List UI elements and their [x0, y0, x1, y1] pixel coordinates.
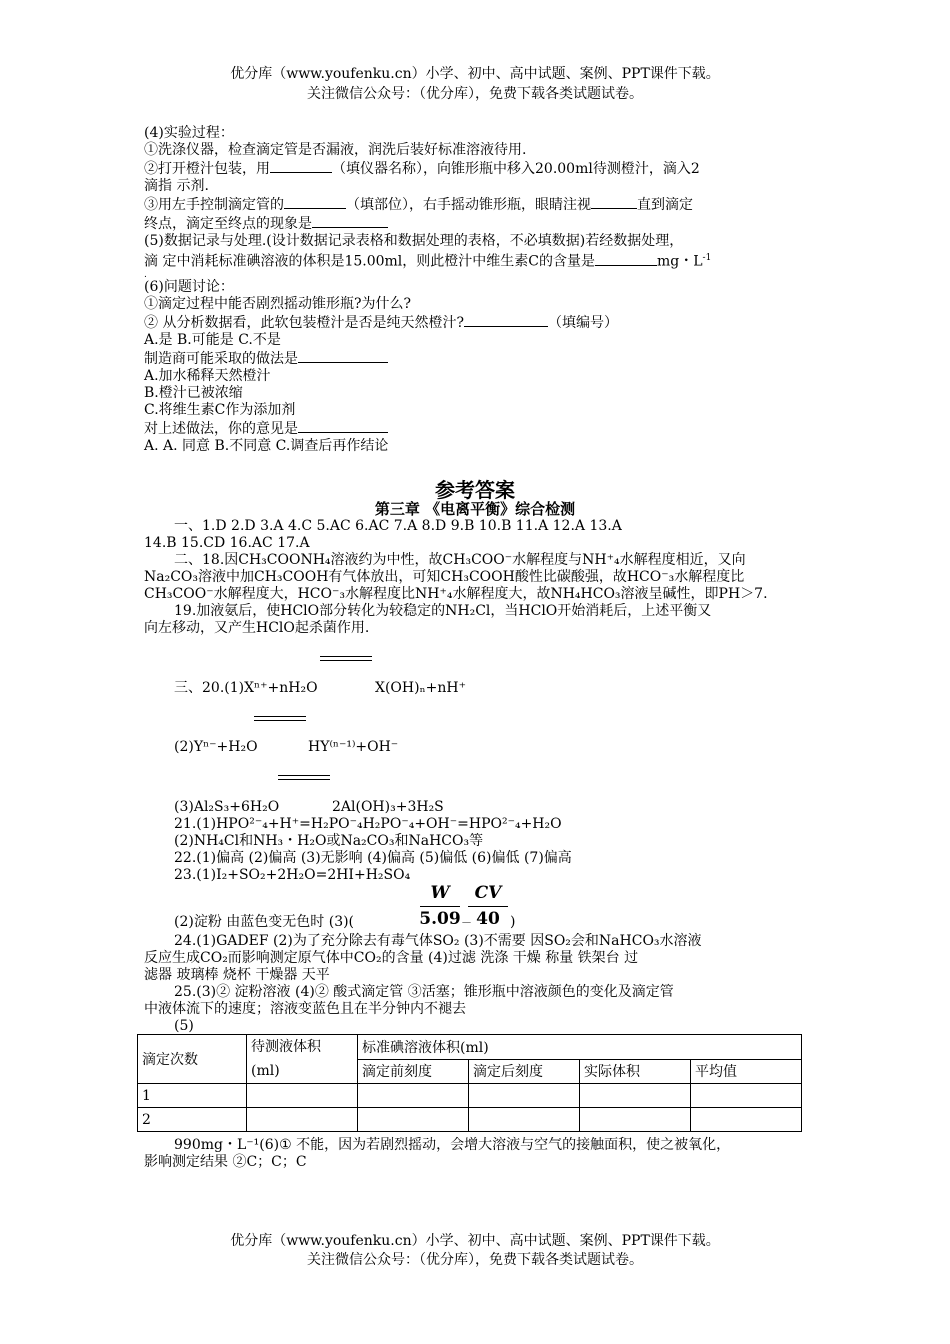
- answer-20-1-right: X(OH)ₙ+nH⁺: [375, 680, 466, 696]
- table-header-before: 滴定前刻度: [358, 1059, 469, 1084]
- answer-25: 25.(3)② 淀粉溶液 (4)② 酸式滴定管 ③活塞；锥形瓶中溶液颜色的变化及滴定管: [174, 984, 674, 1000]
- answer-24-cont1: 反应生成CO₂而影响测定原气体中CO₂的含量 (4)过滤 洗涤 干燥 称量 铁架台 过: [144, 950, 639, 966]
- exp-step1: ①洗涤仪器，检查滴定管是否漏液，润洗后装好标准溶液待用.: [144, 142, 527, 158]
- table-row: [138, 1108, 802, 1132]
- answer-1-cont: 14.B 15.CD 16.AC 17.A: [144, 535, 310, 551]
- page-footer-line1: 优分库（www.youfenku.cn）小学、初中、高中试题、案例、PPT课件下载。: [230, 1233, 720, 1249]
- exp-step3-cont: 终点，滴定至终点的现象是: [144, 214, 809, 233]
- answers-subtitle: 第三章 《电离平衡》综合检测: [374, 500, 576, 518]
- exp-q1: ①滴定过程中能否剧烈摇动锥形瓶?为什么?: [144, 295, 412, 312]
- exp-step2: ②打开橙汁包装，用 （填仪器名称），向锥形瓶中移入20.00ml待测橙汁，滴入2: [144, 161, 700, 177]
- exp-step2-cont: 滴指 示剂.: [144, 178, 209, 194]
- answers-block-2: [144, 816, 809, 884]
- experiment-section: [144, 125, 809, 455]
- table-row: [138, 1084, 802, 1108]
- answer-21: 21.(1)HPO²⁻₄+H⁺=H₂PO⁻₄H₂PO⁻₄+OH⁻=HPO²⁻₄+H₂O: [174, 816, 562, 832]
- exp-q2-options: A.是 B.可能是 C.不是: [144, 331, 281, 348]
- answer-after-table: 990mg・L⁻¹(6)① 不能，因为若剧烈摇动，会增大溶液与空气的接触面积，使之被氧化，: [174, 1137, 731, 1153]
- answer-22: 22.(1)偏高 (2)偏高 (3)无影响 (4)偏高 (5)偏低 (6)偏低 (7)偏高: [174, 850, 572, 866]
- answers-block-3: [144, 933, 809, 1035]
- table-header-titration-count: 滴定次数: [138, 1035, 247, 1084]
- answer-1: 一、1.D 2.D 3.A 4.C 5.AC 6.AC 7.A 8.D 9.B 10.B 11.A 12.A 13.A: [174, 518, 622, 534]
- exp-q3: 制造商可能采取的做法是: [144, 349, 809, 368]
- fraction-bar-1: [420, 906, 460, 907]
- titration-record-table: [137, 1034, 802, 1132]
- exp-step5: (5)数据记录与处理.(设计数据记录表格和数据处理的表格，不必填数据)若经数据处理，: [144, 233, 684, 249]
- blank-part[interactable]: [284, 195, 346, 209]
- table-cell-row1: 1: [138, 1084, 247, 1108]
- table-header-actual: 实际体积: [580, 1059, 691, 1084]
- table-header-sample-volume: 待测液体积 (ml): [247, 1035, 358, 1084]
- answer-20-3-left: (3)Al₂S₃+6H₂O: [174, 799, 280, 815]
- exp-step5-cont: 滴 定中消耗标准碘溶液的体积是15.00ml，则此橙汁中维生素C的含量是 mg・$L^{-1}$: [144, 253, 712, 270]
- answer-24: 24.(1)GADEF (2)为了充分除去有毒气体SO₂ (3)不需要 因SO₂会和NaHCO₃水溶液: [174, 933, 702, 949]
- exp-q4-options: A. A. 同意 B.不同意 C.调查后再作结论: [144, 437, 389, 454]
- exp-step6: (6)问题讨论：: [144, 278, 234, 295]
- table-header-after: 滴定后刻度: [469, 1059, 580, 1084]
- fraction-minus: －: [461, 916, 472, 929]
- answer-20-1-left: 三、20.(1)Xⁿ⁺+nH₂O: [174, 680, 318, 696]
- exp-q4: 对上述做法，你的意见是: [144, 419, 809, 438]
- exp-title: (4)实验过程：: [144, 125, 234, 141]
- answer-23-close: ): [510, 914, 516, 930]
- exp-q3-c: C.将维生素C作为添加剂: [144, 401, 296, 418]
- answer-25-5: (5): [174, 1018, 194, 1034]
- blank-content[interactable]: [595, 252, 657, 266]
- exp-step3: ③用左手控制滴定管的 （填部位），右手摇动锥形瓶，眼睛注视 直到滴定: [144, 197, 693, 213]
- fraction-denominator-509: 5.09: [419, 909, 461, 929]
- answer-25-cont: 中液体流下的速度；溶液变蓝色且在半分钟内不褪去: [144, 1001, 466, 1017]
- answer-18: 二、18.因CH₃COONH₄溶液约为中性，故CH₃COO⁻水解程度与NH⁺₄水解程度相近，又向: [174, 552, 746, 568]
- exp-q2: ② 从分析数据看，此软包装橙汁是否是纯天然橙汁? （填编号）: [144, 314, 618, 331]
- page-footer-line2: 关注微信公众号：（优分库），免费下载各类试题试卷。: [307, 1252, 643, 1268]
- answer-19: 19.加液氨后，使HClO部分转化为较稳定的NH₂Cl，当HClO开始消耗后，上述平衡又: [174, 603, 712, 619]
- answer-20-2-right: HY⁽ⁿ⁻¹⁾+OH⁻: [308, 739, 399, 755]
- page-header-line1: 优分库（www.youfenku.cn）小学、初中、高中试题、案例、PPT课件下载。: [230, 66, 720, 82]
- exp-q3-a: A.加水稀释天然橙汁: [144, 367, 271, 384]
- table-header-average: 平均值: [691, 1059, 802, 1084]
- answer-23: 23.(1)I₂+SO₂+2H₂O=2HI+H₂SO₄: [174, 867, 411, 883]
- answers-title: 参考答案: [435, 478, 515, 502]
- table-header-iodine-volume: 标准碘溶液体积(ml): [358, 1035, 802, 1060]
- equilibrium-sign-2: [254, 716, 306, 721]
- answer-19-cont: 向左移动，又产生HClO起杀菌作用.: [144, 620, 370, 636]
- blank-q2[interactable]: [464, 313, 548, 327]
- answer-20-3-right: 2Al(OH)₃+3H₂S: [332, 799, 444, 815]
- blank-instrument[interactable]: [270, 159, 332, 173]
- blank-q4[interactable]: [298, 419, 388, 433]
- answers-block-4: [144, 1137, 809, 1171]
- answer-after-table-cont: 影响测定结果 ②C；C；C: [144, 1154, 307, 1170]
- fraction-denominator-40: 40: [476, 909, 500, 929]
- answer-23-2: (2)淀粉 由蓝色变无色时 (3)(: [174, 914, 355, 930]
- fraction-bar-2: [468, 906, 508, 907]
- blank-phenomenon[interactable]: [312, 214, 388, 228]
- answer-18-cont1: Na₂CO₃溶液中加CH₃COOH有气体放出，可知CH₃COOH酸性比碳酸强，故HCO⁻₃水解程度比: [144, 569, 745, 585]
- answer-21-cont: (2)NH₄Cl和NH₃・H₂O或Na₂CO₃和NaHCO₃等: [174, 833, 484, 849]
- answers-block-1: [144, 518, 809, 637]
- equilibrium-sign-1: [320, 656, 372, 661]
- fraction-numerator-w: W: [430, 883, 450, 903]
- blank-watch[interactable]: [591, 195, 637, 209]
- answer-18-cont2: CH₃COO⁻水解程度大，HCO⁻₃水解程度比NH⁺₄水解程度大，故NH₄HCO₃溶液呈碱性，即PH＞7.: [144, 586, 768, 602]
- equilibrium-sign-3: [278, 775, 330, 780]
- exp-step5-end: .: [144, 269, 147, 280]
- answer-24-cont2: 滤器 玻璃棒 烧杯 干燥器 天平: [144, 967, 330, 983]
- answer-20-2-left: (2)Yⁿ⁻+H₂O: [174, 739, 258, 755]
- blank-q3[interactable]: [298, 349, 388, 363]
- exp-q3-b: B.橙汁已被浓缩: [144, 384, 243, 401]
- page-header-line2: 关注微信公众号：（优分库），免费下载各类试题试卷。: [307, 86, 643, 102]
- table-cell-row2: 2: [138, 1108, 247, 1132]
- fraction-numerator-cv: CV: [474, 883, 502, 903]
